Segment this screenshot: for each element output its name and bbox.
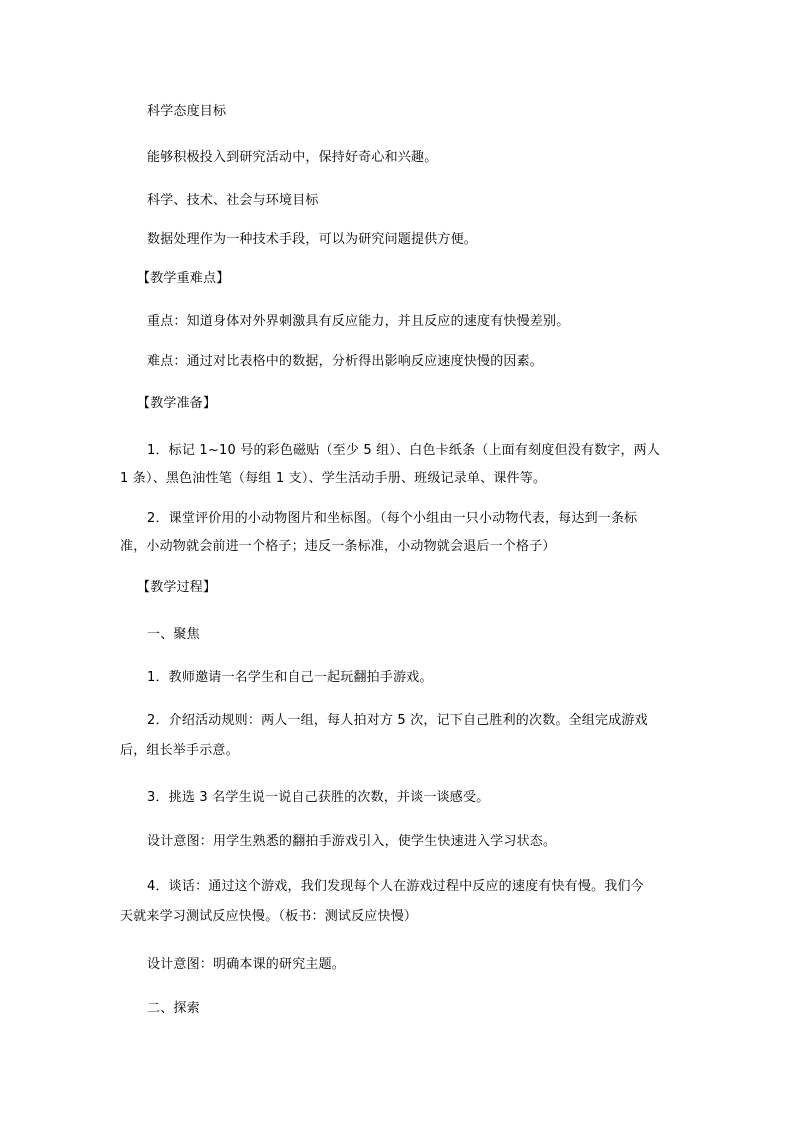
list-item-2: 2．介绍活动规则：两人一组，每人拍对方 5 次，记下自己胜利的次数。全组完成游戏 bbox=[147, 713, 648, 728]
list-item-1: 1．标记 1~10 号的彩色磁贴（至少 5 组）、白色卡纸条（上面有刻度但没有数字，两人 bbox=[147, 443, 661, 458]
bracket-heading-key-points: 【教学重难点】 bbox=[137, 271, 230, 286]
list-item-2-continued: 准，小动物就会前进一个格子；违反一条标准，小动物就会退后一个格子） bbox=[120, 539, 556, 554]
section-heading-attitude: 科学态度目标 bbox=[147, 104, 227, 119]
list-item-1: 1．教师邀请一名学生和自己一起玩翻拍手游戏。 bbox=[147, 670, 433, 685]
list-item-4-continued: 天就来学习测试反应快慢。（板书：测试反应快慢） bbox=[120, 909, 418, 924]
paragraph: 能够积极投入到研究活动中，保持好奇心和兴趣。 bbox=[147, 150, 438, 165]
design-intent: 设计意图：明确本课的研究主题。 bbox=[147, 957, 346, 972]
paragraph-key-point: 重点：知道身体对外界刺激具有反应能力，并且反应的速度有快慢差别。 bbox=[147, 314, 570, 329]
bracket-heading-process: 【教学过程】 bbox=[137, 580, 217, 595]
paragraph: 数据处理作为一种技术手段，可以为研究问题提供方便。 bbox=[147, 232, 478, 247]
list-item-3: 3．挑选 3 名学生说一说自己获胜的次数，并谈一谈感受。 bbox=[147, 790, 490, 805]
bracket-heading-preparation: 【教学准备】 bbox=[137, 396, 217, 411]
list-item-1-continued: 1 条）、黑色油性笔（每组 1 支）、学生活动手册、班级记录单、课件等。 bbox=[120, 471, 547, 486]
list-item-2: 2．课堂评价用的小动物图片和坐标图。（每个小组由一只小动物代表，每达到一条标 bbox=[147, 511, 638, 526]
list-item-2-continued: 后，组长举手示意。 bbox=[120, 743, 239, 758]
design-intent: 设计意图：用学生熟悉的翻拍手游戏引入，使学生快速进入学习状态。 bbox=[147, 834, 557, 849]
section-heading-sts: 科学、技术、社会与环境目标 bbox=[147, 193, 319, 208]
paragraph-difficulty: 难点：通过对比表格中的数据，分析得出影响反应速度快慢的因素。 bbox=[147, 354, 544, 369]
section-heading-focus: 一、聚焦 bbox=[147, 627, 200, 642]
list-item-4: 4．谈话：通过这个游戏，我们发现每个人在游戏过程中反应的速度有快有慢。我们今 bbox=[147, 879, 644, 894]
section-heading-explore: 二、探索 bbox=[147, 1001, 200, 1016]
